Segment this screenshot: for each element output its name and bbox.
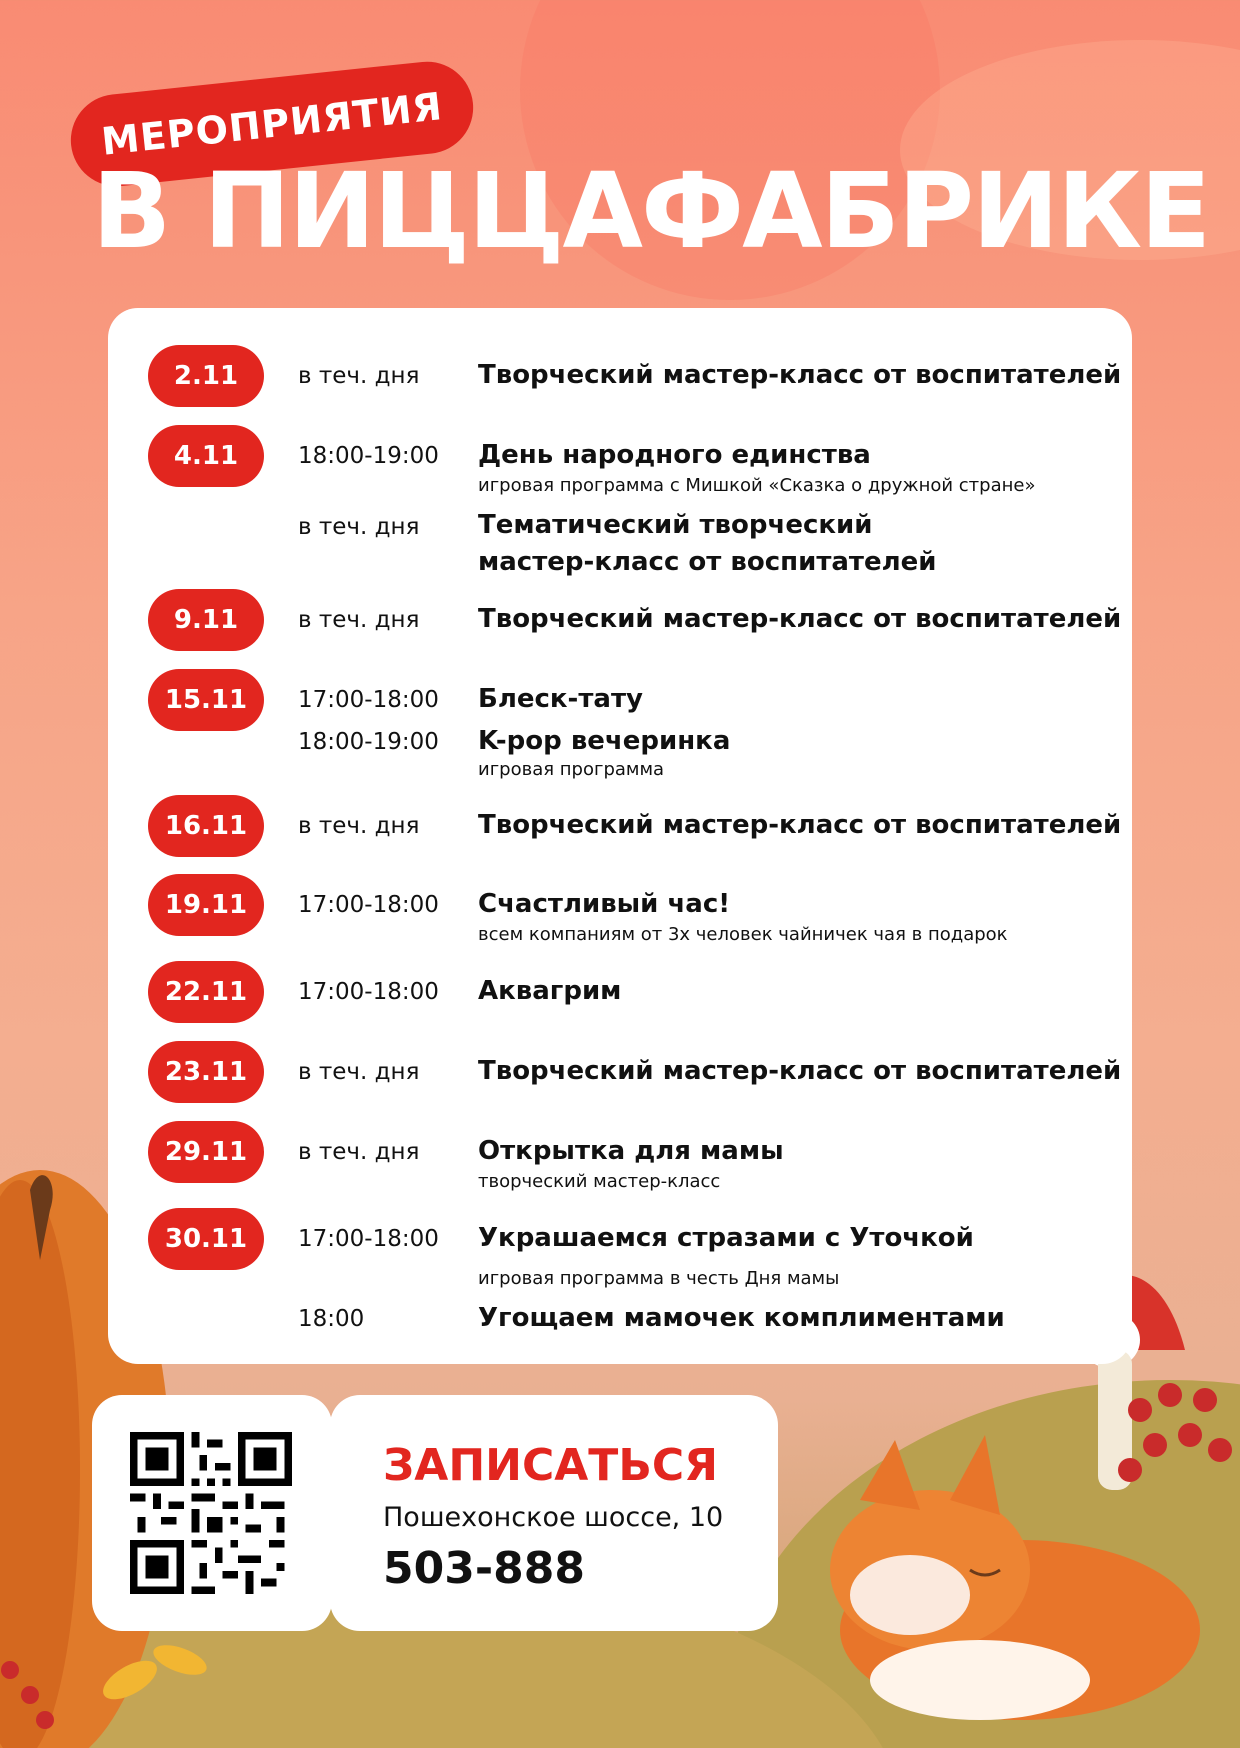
event-title: K-pop вечеринка — [478, 726, 731, 756]
page-title: В ПИЦЦАФАБРИКЕ — [92, 150, 1210, 272]
event-time: в теч. дня — [298, 607, 420, 633]
event-time: в теч. дня — [298, 514, 420, 540]
date-badge: 22.11 — [148, 961, 264, 1023]
event-time: 18:00-19:00 — [298, 729, 439, 755]
event-title: Счастливый час! — [478, 889, 731, 919]
event-subtitle: игровая программа в честь Дня мамы — [478, 1268, 840, 1289]
address: Пошехонское шоссе, 10 — [383, 1502, 724, 1533]
event-title: Творческий мастер-класс от воспитателей — [478, 1056, 1122, 1086]
event-subtitle: игровая программа — [478, 759, 665, 780]
event-time: 17:00-18:00 — [298, 892, 439, 918]
event-time: в теч. дня — [298, 813, 420, 839]
phone-number[interactable]: 503-888 — [383, 1543, 585, 1594]
fox-illustration — [800, 1420, 1200, 1720]
event-time: в теч. дня — [298, 1139, 420, 1165]
badge-text: МЕРОПРИЯТИЯ — [99, 84, 445, 164]
date-badge: 16.11 — [148, 795, 264, 857]
signup-button[interactable]: ЗАПИСАТЬСЯ — [383, 1440, 719, 1491]
date-badge: 4.11 — [148, 425, 264, 487]
event-title: Тематический творческий — [478, 510, 873, 540]
date-badge: 23.11 — [148, 1041, 264, 1103]
event-subtitle: всем компаниям от 3х человек чайничек чая в подарок — [478, 924, 1008, 945]
event-title: мастер-класс от воспитателей — [478, 547, 937, 577]
event-time: 17:00-18:00 — [298, 979, 439, 1005]
event-subtitle: игровая программа с Мишкой «Сказка о дружной стране» — [478, 475, 1036, 496]
event-time: в теч. дня — [298, 363, 420, 389]
event-title: Угощаем мамочек комплиментами — [478, 1303, 1005, 1333]
date-badge: 19.11 — [148, 874, 264, 936]
event-title: Аквагрим — [478, 976, 622, 1006]
event-title: Блеск-тату — [478, 684, 643, 714]
date-badge: 9.11 — [148, 589, 264, 651]
event-title: Украшаемся стразами с Уточкой — [478, 1223, 974, 1253]
event-time: 17:00-18:00 — [298, 1226, 439, 1252]
event-title: Открытка для мамы — [478, 1136, 784, 1166]
event-time: 18:00 — [298, 1306, 365, 1332]
qr-code[interactable] — [130, 1432, 292, 1594]
event-time: в теч. дня — [298, 1059, 420, 1085]
date-badge: 15.11 — [148, 669, 264, 731]
event-title: Творческий мастер-класс от воспитателей — [478, 604, 1122, 634]
date-badge: 2.11 — [148, 345, 264, 407]
event-subtitle: творческий мастер-класс — [478, 1171, 721, 1192]
event-time: 18:00-19:00 — [298, 443, 439, 469]
event-title: Творческий мастер-класс от воспитателей — [478, 360, 1122, 390]
event-title: День народного единства — [478, 440, 871, 470]
event-title: Творческий мастер-класс от воспитателей — [478, 810, 1122, 840]
date-badge: 29.11 — [148, 1121, 264, 1183]
event-time: 17:00-18:00 — [298, 687, 439, 713]
date-badge: 30.11 — [148, 1208, 264, 1270]
